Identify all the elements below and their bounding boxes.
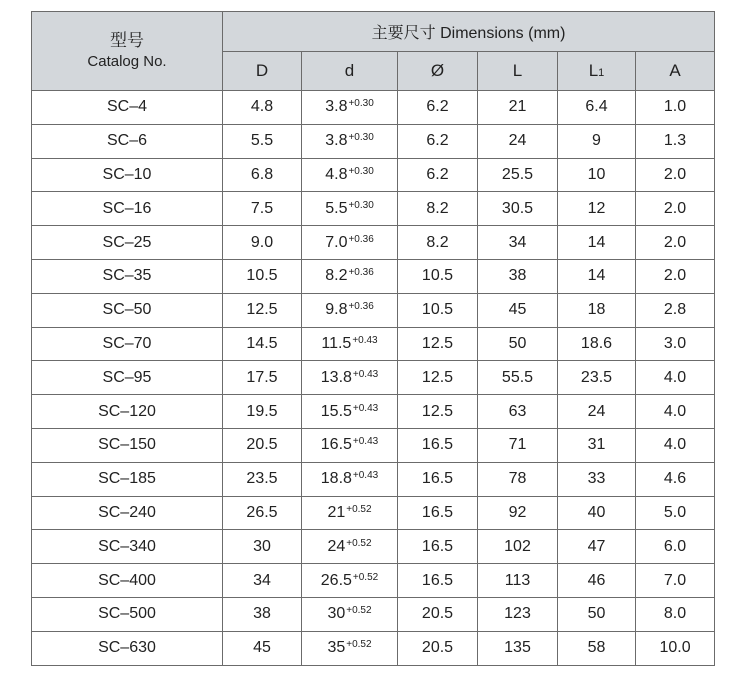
diameter-cell-value: 16.5 bbox=[421, 503, 454, 521]
diameter-cell bbox=[398, 293, 478, 327]
d-cell bbox=[302, 597, 398, 631]
A-cell-value: 2.0 bbox=[663, 165, 687, 183]
catalog-cell bbox=[32, 428, 223, 462]
catalog-cell bbox=[32, 631, 223, 665]
L-cell-value: 113 bbox=[504, 571, 531, 589]
L1-cell bbox=[558, 564, 636, 598]
d-cell-value: 30 bbox=[327, 605, 346, 623]
diameter-cell bbox=[398, 428, 478, 462]
diameter-cell bbox=[398, 530, 478, 564]
D-cell bbox=[223, 361, 302, 395]
catalog-cell-value: SC–120 bbox=[98, 402, 156, 420]
catalog-cell bbox=[32, 530, 223, 564]
catalog-cell bbox=[32, 259, 223, 293]
D-cell-value: 45 bbox=[253, 639, 271, 657]
d-cell-value: 9.8 bbox=[325, 301, 348, 319]
D-cell-value: 7.5 bbox=[250, 199, 274, 217]
diameter-cell bbox=[398, 91, 478, 125]
L1-cell bbox=[558, 462, 636, 496]
A-cell bbox=[636, 428, 715, 462]
tolerance-superscript: +0.30 bbox=[348, 165, 374, 177]
diameter-cell bbox=[398, 496, 478, 530]
D-cell bbox=[223, 462, 302, 496]
d-cell-value: 3.8 bbox=[325, 132, 348, 150]
table-row bbox=[32, 631, 715, 665]
diameter-cell bbox=[398, 226, 478, 260]
catalog-cell-value: SC–240 bbox=[98, 503, 156, 521]
L-cell bbox=[478, 158, 558, 192]
D-cell-value: 38 bbox=[253, 605, 271, 623]
D-cell-value: 6.8 bbox=[250, 165, 274, 183]
A-cell bbox=[636, 226, 715, 260]
A-cell-value: 8.0 bbox=[663, 605, 687, 623]
catalog-cell bbox=[32, 192, 223, 226]
d-cell bbox=[302, 259, 398, 293]
L-cell-value: 45 bbox=[508, 301, 527, 319]
D-cell-value: 30 bbox=[253, 537, 271, 555]
L1-cell bbox=[558, 361, 636, 395]
catalog-cell-value: SC–35 bbox=[102, 267, 152, 285]
table-row bbox=[32, 124, 715, 158]
d-cell bbox=[302, 496, 398, 530]
catalog-cell bbox=[32, 597, 223, 631]
L-cell bbox=[478, 327, 558, 361]
d-cell bbox=[302, 462, 398, 496]
L-cell bbox=[478, 361, 558, 395]
D-cell-value: 4.8 bbox=[250, 98, 274, 116]
L1-cell bbox=[558, 327, 636, 361]
diameter-cell bbox=[398, 564, 478, 598]
d-cell bbox=[302, 428, 398, 462]
L1-cell bbox=[558, 293, 636, 327]
A-cell-value: 6.0 bbox=[663, 537, 687, 555]
L-cell-value: 71 bbox=[508, 436, 527, 454]
L1-cell-value: 47 bbox=[587, 537, 606, 555]
table-row bbox=[32, 496, 715, 530]
L-cell-value: 78 bbox=[508, 470, 527, 488]
diameter-cell bbox=[398, 597, 478, 631]
table-row bbox=[32, 530, 715, 564]
column-header-L1: L1 bbox=[558, 52, 636, 91]
D-cell bbox=[223, 428, 302, 462]
diameter-cell-value: 16.5 bbox=[421, 470, 454, 488]
d-cell-value: 8.2 bbox=[325, 267, 348, 285]
diameter-cell-value: 6.2 bbox=[426, 132, 449, 150]
dimensions-header: 主要尺寸 Dimensions (mm) bbox=[223, 12, 715, 52]
tolerance-superscript: +0.52 bbox=[346, 605, 372, 617]
table-row bbox=[32, 327, 715, 361]
d-cell-value: 13.8 bbox=[320, 368, 352, 386]
L-cell-value: 92 bbox=[508, 503, 527, 521]
L-cell bbox=[478, 428, 558, 462]
diameter-cell-value: 10.5 bbox=[421, 267, 454, 285]
d-cell bbox=[302, 327, 398, 361]
L1-cell bbox=[558, 91, 636, 125]
A-cell-value: 2.8 bbox=[663, 301, 687, 319]
d-cell-value: 16.5 bbox=[320, 436, 352, 454]
L1-cell bbox=[558, 496, 636, 530]
A-cell-value: 3.0 bbox=[663, 334, 687, 352]
L-cell-value: 135 bbox=[504, 639, 531, 657]
diameter-cell-value: 6.2 bbox=[426, 165, 449, 183]
L1-cell bbox=[558, 226, 636, 260]
D-cell bbox=[223, 124, 302, 158]
table-row bbox=[32, 361, 715, 395]
L-cell-value: 63 bbox=[508, 402, 527, 420]
catalog-cell-value: SC–150 bbox=[98, 436, 156, 454]
diameter-cell-value: 16.5 bbox=[421, 537, 454, 555]
L-cell bbox=[478, 395, 558, 429]
catalog-cell-value: SC–70 bbox=[102, 334, 152, 352]
A-cell bbox=[636, 395, 715, 429]
D-cell-value: 14.5 bbox=[246, 334, 278, 352]
L-cell-value: 21 bbox=[508, 98, 527, 116]
L1-cell bbox=[558, 597, 636, 631]
table-body bbox=[32, 91, 715, 666]
table-row bbox=[32, 91, 715, 125]
catalog-header-en: Catalog No. bbox=[87, 53, 167, 70]
D-cell bbox=[223, 158, 302, 192]
catalog-cell-value: SC–340 bbox=[98, 537, 156, 555]
A-cell-value: 10.0 bbox=[659, 639, 691, 657]
d-cell bbox=[302, 361, 398, 395]
d-cell-value: 18.8 bbox=[320, 470, 352, 488]
L1-cell bbox=[558, 192, 636, 226]
L-cell bbox=[478, 226, 558, 260]
catalog-cell bbox=[32, 496, 223, 530]
L-cell bbox=[478, 124, 558, 158]
tolerance-superscript: +0.52 bbox=[346, 503, 372, 515]
tolerance-superscript: +0.52 bbox=[352, 571, 379, 583]
d-cell bbox=[302, 226, 398, 260]
table-row bbox=[32, 564, 715, 598]
L-cell-value: 55.5 bbox=[501, 368, 534, 386]
catalog-cell-value: SC–6 bbox=[106, 132, 148, 150]
D-cell bbox=[223, 259, 302, 293]
A-cell bbox=[636, 192, 715, 226]
diameter-cell bbox=[398, 259, 478, 293]
L1-cell bbox=[558, 631, 636, 665]
A-cell-value: 7.0 bbox=[663, 571, 687, 589]
d-cell-value: 3.8 bbox=[325, 98, 348, 116]
A-cell bbox=[636, 259, 715, 293]
A-cell bbox=[636, 124, 715, 158]
diameter-cell-value: 20.5 bbox=[421, 639, 454, 657]
D-cell-value: 5.5 bbox=[250, 132, 274, 150]
L1-cell-value: 12 bbox=[587, 199, 606, 217]
L1-cell-value: 10 bbox=[587, 165, 606, 183]
d-cell-value: 24 bbox=[327, 537, 346, 555]
L1-cell-value: 33 bbox=[587, 470, 606, 488]
A-cell-value: 2.0 bbox=[663, 233, 687, 251]
A-cell bbox=[636, 327, 715, 361]
A-cell-value: 4.0 bbox=[663, 436, 687, 454]
table-row bbox=[32, 597, 715, 631]
D-cell-value: 17.5 bbox=[246, 368, 278, 386]
A-cell bbox=[636, 462, 715, 496]
A-cell-value: 2.0 bbox=[663, 267, 687, 285]
A-cell-value: 1.0 bbox=[663, 98, 687, 116]
catalog-cell-value: SC–25 bbox=[102, 233, 152, 251]
A-cell bbox=[636, 564, 715, 598]
D-cell bbox=[223, 192, 302, 226]
L-cell bbox=[478, 564, 558, 598]
table-row bbox=[32, 192, 715, 226]
column-header-d: d bbox=[302, 52, 398, 91]
L1-cell-value: 14 bbox=[587, 233, 606, 251]
diameter-cell bbox=[398, 158, 478, 192]
diameter-cell bbox=[398, 395, 478, 429]
D-cell bbox=[223, 395, 302, 429]
catalog-cell bbox=[32, 462, 223, 496]
A-cell-value: 2.0 bbox=[663, 199, 687, 217]
column-header-L1-subscript: 1 bbox=[598, 67, 605, 79]
A-cell bbox=[636, 530, 715, 564]
d-cell bbox=[302, 530, 398, 564]
L-cell-value: 50 bbox=[508, 334, 527, 352]
diameter-cell-value: 16.5 bbox=[421, 436, 454, 454]
A-cell-value: 4.6 bbox=[663, 470, 687, 488]
catalog-cell bbox=[32, 395, 223, 429]
catalog-cell-value: SC–50 bbox=[102, 301, 152, 319]
D-cell-value: 34 bbox=[253, 571, 271, 589]
d-cell bbox=[302, 293, 398, 327]
L1-cell-value: 23.5 bbox=[580, 368, 613, 386]
catalog-header-zh: 型号 bbox=[110, 31, 144, 50]
L-cell bbox=[478, 530, 558, 564]
D-cell bbox=[223, 496, 302, 530]
catalog-cell bbox=[32, 158, 223, 192]
tolerance-superscript: +0.30 bbox=[348, 199, 374, 211]
D-cell-value: 26.5 bbox=[246, 503, 278, 521]
catalog-cell-value: SC–95 bbox=[102, 368, 152, 386]
catalog-cell-value: SC–4 bbox=[106, 98, 148, 116]
d-cell bbox=[302, 631, 398, 665]
diameter-cell-value: 10.5 bbox=[421, 301, 454, 319]
A-cell-value: 1.3 bbox=[663, 132, 687, 150]
tolerance-superscript: +0.43 bbox=[352, 402, 379, 414]
L-cell bbox=[478, 631, 558, 665]
catalog-cell-value: SC–10 bbox=[102, 165, 152, 183]
L1-cell-value: 24 bbox=[587, 402, 606, 420]
table-row bbox=[32, 428, 715, 462]
tolerance-superscript: +0.36 bbox=[348, 267, 374, 279]
column-header-L: L bbox=[478, 52, 558, 91]
d-cell-value: 5.5 bbox=[325, 199, 348, 217]
d-cell-value: 26.5 bbox=[320, 571, 352, 589]
tolerance-superscript: +0.43 bbox=[352, 334, 378, 346]
D-cell bbox=[223, 564, 302, 598]
table-row bbox=[32, 462, 715, 496]
diameter-cell bbox=[398, 327, 478, 361]
catalog-cell-value: SC–185 bbox=[98, 470, 156, 488]
L1-cell-value: 6.4 bbox=[585, 98, 608, 116]
L-cell bbox=[478, 496, 558, 530]
diameter-cell bbox=[398, 192, 478, 226]
catalog-cell bbox=[32, 226, 223, 260]
L-cell bbox=[478, 259, 558, 293]
A-cell-value: 4.0 bbox=[663, 368, 687, 386]
d-cell bbox=[302, 91, 398, 125]
L1-cell-value: 14 bbox=[587, 267, 606, 285]
column-header-A: A bbox=[636, 52, 715, 91]
table-row bbox=[32, 158, 715, 192]
L-cell-value: 25.5 bbox=[501, 165, 534, 183]
table-row bbox=[32, 226, 715, 260]
D-cell-value: 20.5 bbox=[246, 436, 278, 454]
D-cell-value: 12.5 bbox=[246, 301, 278, 319]
D-cell bbox=[223, 293, 302, 327]
diameter-cell-value: 12.5 bbox=[421, 334, 454, 352]
A-cell bbox=[636, 496, 715, 530]
L1-cell-value: 40 bbox=[587, 503, 606, 521]
catalog-cell-value: SC–500 bbox=[98, 605, 156, 623]
L1-cell-value: 50 bbox=[587, 605, 606, 623]
d-cell-value: 15.5 bbox=[320, 402, 352, 420]
diameter-cell-value: 16.5 bbox=[421, 571, 454, 589]
diameter-cell bbox=[398, 462, 478, 496]
catalog-cell bbox=[32, 327, 223, 361]
diameter-cell-value: 12.5 bbox=[421, 402, 454, 420]
D-cell bbox=[223, 597, 302, 631]
L1-cell bbox=[558, 428, 636, 462]
tolerance-superscript: +0.52 bbox=[346, 639, 372, 651]
L-cell bbox=[478, 462, 558, 496]
catalog-cell bbox=[32, 91, 223, 125]
L1-cell bbox=[558, 259, 636, 293]
column-header-diameter: Ø bbox=[398, 52, 478, 91]
D-cell bbox=[223, 226, 302, 260]
diameter-cell-value: 12.5 bbox=[421, 368, 454, 386]
L-cell bbox=[478, 293, 558, 327]
L1-cell bbox=[558, 530, 636, 564]
diameter-cell-value: 6.2 bbox=[426, 98, 449, 116]
D-cell bbox=[223, 530, 302, 564]
diameter-cell bbox=[398, 124, 478, 158]
L1-cell-value: 31 bbox=[587, 436, 606, 454]
d-cell-value: 35 bbox=[327, 639, 346, 657]
catalog-header bbox=[32, 12, 223, 91]
catalog-cell-value: SC–400 bbox=[98, 571, 156, 589]
diameter-cell bbox=[398, 631, 478, 665]
L-cell bbox=[478, 192, 558, 226]
L-cell-value: 38 bbox=[508, 267, 527, 285]
diameter-cell-value: 8.2 bbox=[426, 233, 449, 251]
diameter-cell-value: 8.2 bbox=[426, 199, 449, 217]
L1-cell-value: 46 bbox=[587, 571, 606, 589]
D-cell bbox=[223, 631, 302, 665]
L-cell-value: 30.5 bbox=[501, 199, 534, 217]
D-cell-value: 23.5 bbox=[246, 470, 278, 488]
D-cell bbox=[223, 327, 302, 361]
catalog-cell bbox=[32, 361, 223, 395]
L1-cell-value: 58 bbox=[587, 639, 606, 657]
table-header bbox=[32, 12, 715, 91]
d-cell bbox=[302, 564, 398, 598]
L1-cell-value: 9 bbox=[592, 132, 601, 150]
tolerance-superscript: +0.43 bbox=[352, 436, 379, 448]
D-cell-value: 10.5 bbox=[246, 267, 278, 285]
A-cell-value: 4.0 bbox=[663, 402, 687, 420]
L-cell bbox=[478, 597, 558, 631]
catalog-cell-value: SC–630 bbox=[98, 639, 156, 657]
d-cell-value: 21 bbox=[327, 503, 346, 521]
table-row bbox=[32, 293, 715, 327]
tolerance-superscript: +0.30 bbox=[348, 98, 374, 110]
L1-cell bbox=[558, 124, 636, 158]
A-cell bbox=[636, 361, 715, 395]
diameter-cell-value: 20.5 bbox=[421, 605, 454, 623]
catalog-cell bbox=[32, 564, 223, 598]
d-cell bbox=[302, 158, 398, 192]
d-cell bbox=[302, 192, 398, 226]
L1-cell bbox=[558, 158, 636, 192]
A-cell bbox=[636, 158, 715, 192]
L-cell-value: 123 bbox=[504, 605, 531, 623]
tolerance-superscript: +0.43 bbox=[352, 368, 379, 380]
tolerance-superscript: +0.30 bbox=[348, 132, 374, 144]
A-cell bbox=[636, 597, 715, 631]
dimensions-table bbox=[31, 11, 715, 666]
catalog-cell bbox=[32, 124, 223, 158]
L-cell bbox=[478, 91, 558, 125]
L-cell-value: 102 bbox=[504, 537, 531, 555]
L-cell-value: 24 bbox=[508, 132, 527, 150]
A-cell bbox=[636, 91, 715, 125]
tolerance-superscript: +0.43 bbox=[352, 470, 379, 482]
tolerance-superscript: +0.36 bbox=[348, 233, 374, 245]
A-cell bbox=[636, 631, 715, 665]
A-cell bbox=[636, 293, 715, 327]
tolerance-superscript: +0.52 bbox=[346, 537, 372, 549]
L1-cell-value: 18.6 bbox=[580, 334, 613, 352]
d-cell bbox=[302, 124, 398, 158]
table-row bbox=[32, 395, 715, 429]
catalog-cell bbox=[32, 293, 223, 327]
D-cell-value: 19.5 bbox=[246, 402, 278, 420]
catalog-cell-value: SC–16 bbox=[102, 199, 152, 217]
table-row bbox=[32, 259, 715, 293]
L1-cell-value: 18 bbox=[587, 301, 606, 319]
d-cell-value: 11.5 bbox=[321, 334, 352, 352]
L1-cell bbox=[558, 395, 636, 429]
A-cell-value: 5.0 bbox=[663, 503, 687, 521]
d-cell-value: 4.8 bbox=[325, 165, 348, 183]
diameter-cell bbox=[398, 361, 478, 395]
d-cell bbox=[302, 395, 398, 429]
tolerance-superscript: +0.36 bbox=[348, 301, 374, 313]
column-header-D: D bbox=[223, 52, 302, 91]
L-cell-value: 34 bbox=[508, 233, 527, 251]
d-cell-value: 7.0 bbox=[325, 233, 348, 251]
D-cell-value: 9.0 bbox=[250, 233, 274, 251]
D-cell bbox=[223, 91, 302, 125]
